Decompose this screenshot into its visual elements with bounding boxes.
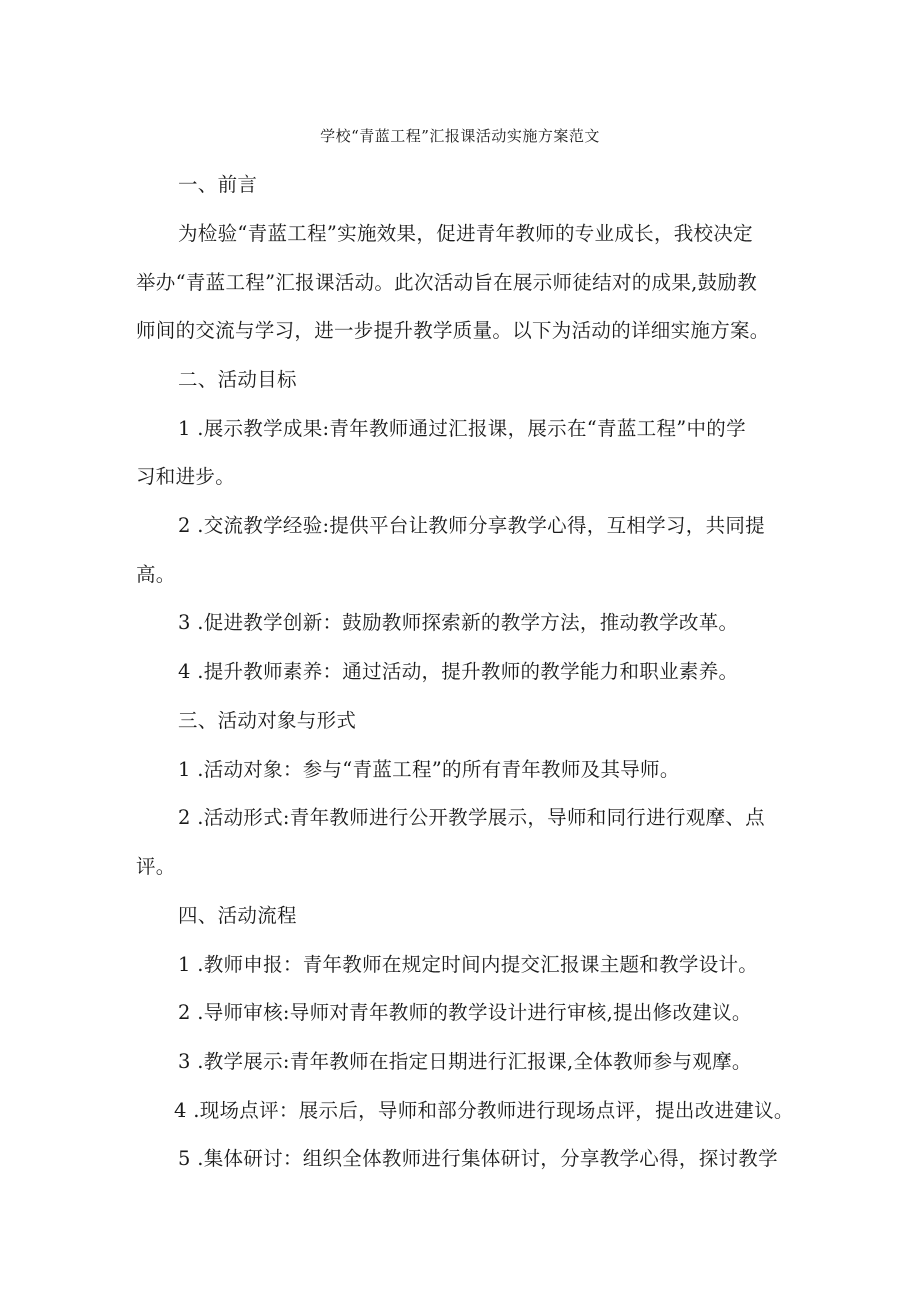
list-item-line: 3 .促进教学创新：鼓励教师探索新的教学方法，推动教学改革。	[178, 611, 739, 634]
document-title: 学校“青蓝工程”汇报课活动实施方案范文	[320, 127, 600, 145]
paragraph-line: 为检验“青蓝工程”实施效果，促进青年教师的专业成长，我校决定	[178, 222, 753, 245]
section-heading-preface: 一、前言	[178, 173, 258, 196]
list-item-line: 1 .展示教学成果:青年教师通过汇报课，展示在“青蓝工程”中的学	[178, 417, 746, 440]
section-heading-process: 四、活动流程	[178, 904, 297, 927]
paragraph-line: 举办“青蓝工程”汇报课活动。此次活动旨在展示师徒结对的成果,鼓励教	[136, 271, 758, 294]
list-item-line: 2 .导师审核:导师对青年教师的教学设计进行审核,提出修改建议。	[178, 1001, 752, 1024]
list-item-line: 习和进步。	[136, 465, 236, 488]
section-heading-goals: 二、活动目标	[178, 368, 297, 391]
list-item-line: 2 .交流教学经验:提供平台让教师分享教学心得，互相学习，共同提	[178, 514, 765, 537]
list-item-line: 2 .活动形式:青年教师进行公开教学展示，导师和同行进行观摩、点	[178, 806, 765, 829]
paragraph-line: 师间的交流与学习，进一步提升教学质量。以下为活动的详细实施方案。	[136, 319, 770, 342]
list-item-line: 4 .现场点评：展示后，导师和部分教师进行现场点评，提出改进建议。	[174, 1099, 794, 1122]
list-item-line: 高。	[136, 563, 176, 586]
list-item-line: 评。	[136, 855, 176, 878]
list-item-line: 4 .提升教师素养：通过活动，提升教师的教学能力和职业素养。	[178, 660, 739, 683]
section-heading-target-form: 三、活动对象与形式	[178, 709, 357, 732]
list-item-line: 3 .教学展示:青年教师在指定日期进行汇报课,全体教师参与观摩。	[178, 1050, 752, 1073]
list-item-line: 1 .活动对象：参与“青蓝工程”的所有青年教师及其导师。	[178, 758, 680, 781]
list-item-line: 5 .集体研讨：组织全体教师进行集体研讨，分享教学心得，探讨教学	[178, 1147, 778, 1170]
list-item-line: 1 .教师申报：青年教师在规定时间内提交汇报课主题和教学设计。	[178, 953, 759, 976]
